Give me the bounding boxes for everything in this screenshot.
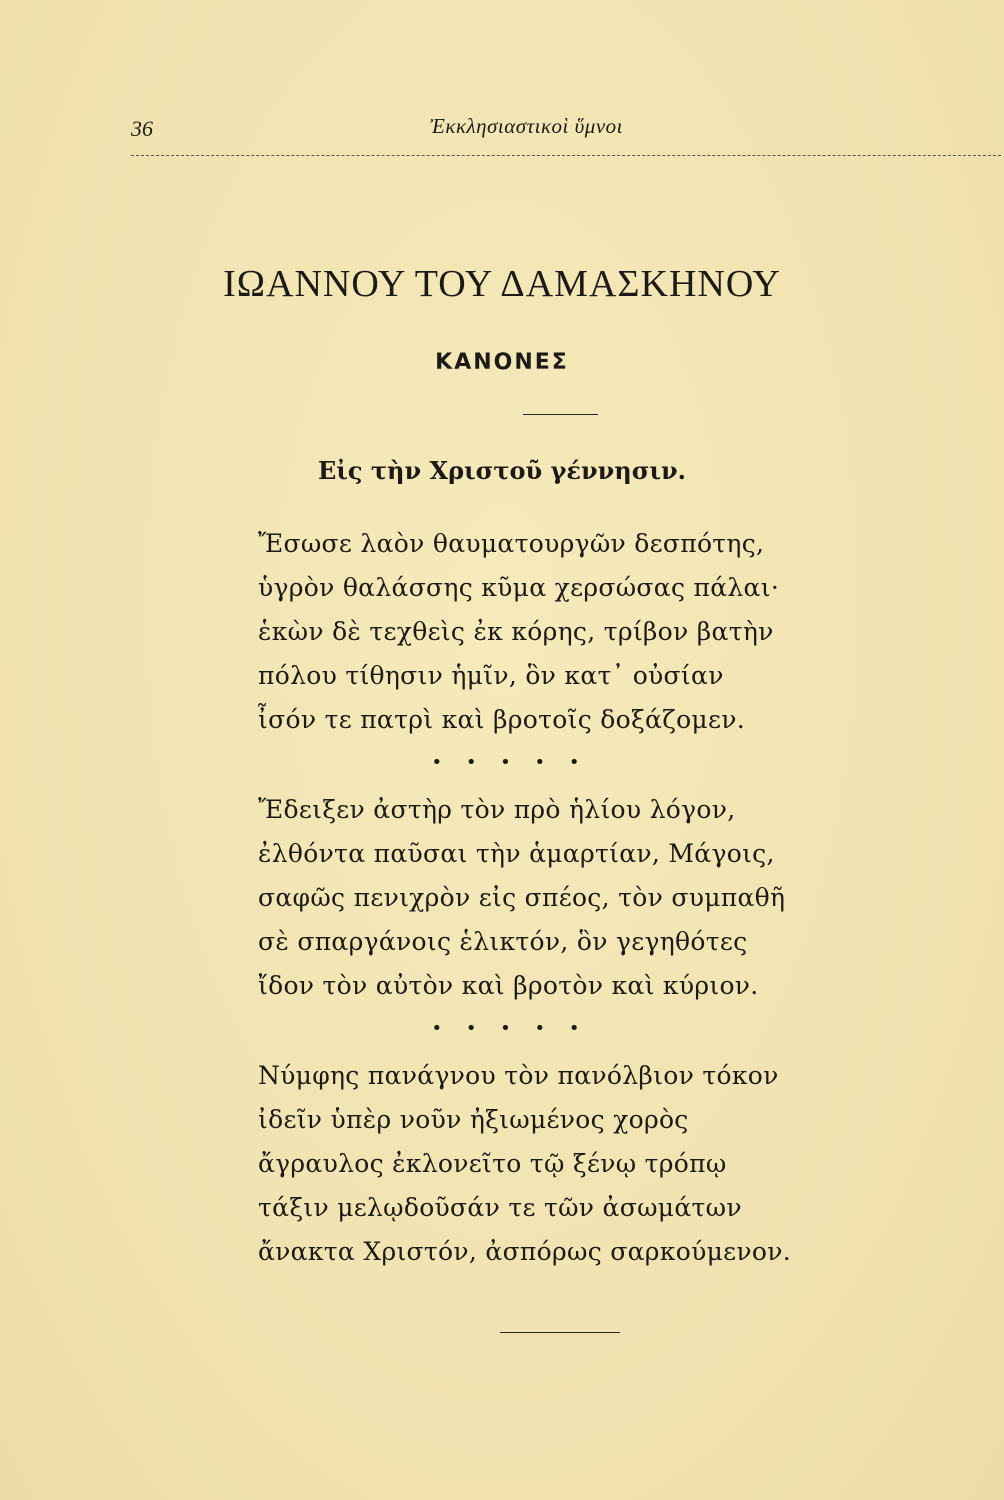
verse-line: ὑγρὸν θαλάσσης κῦμα χερσώσας πάλαι· bbox=[258, 573, 780, 602]
page-number: 36 bbox=[131, 116, 153, 141]
verse-line: Νύμφης πανάγνου τὸν πανόλβιον τόκον bbox=[258, 1061, 779, 1090]
stanza-1 bbox=[258, 522, 779, 742]
verse-line: ἄνακτα Χριστόν, ἀσπόρως σαρκούμενον. bbox=[258, 1237, 791, 1266]
header-rule bbox=[131, 155, 1001, 156]
title-rule bbox=[523, 414, 598, 415]
stanza-separator: • • • • • bbox=[431, 1018, 589, 1039]
stanza-separator: • • • • • bbox=[431, 752, 589, 773]
verse-line: πόλου τίθησιν ἡμῖν, ὃν κατ᾽ οὐσίαν bbox=[258, 661, 724, 690]
end-rule bbox=[500, 1332, 620, 1333]
stanza-2 bbox=[258, 788, 785, 1008]
occasion-heading: Εἰς τὴν Χριστοῦ γέννησιν. bbox=[317, 456, 687, 485]
section-subtitle: ΚΑΝΟΝΕΣ bbox=[435, 350, 569, 375]
verse-line: ἴδον τὸν αὐτὸν καὶ βροτὸν καὶ κύριον. bbox=[258, 971, 759, 1000]
verse-line: ἐλθόντα παῦσαι τὴν ἁμαρτίαν, Μάγοις, bbox=[258, 839, 775, 868]
verse-line: ἰδεῖν ὑπὲρ νοῦν ἠξιωμένος χορὸς bbox=[258, 1105, 689, 1134]
verse-line: σὲ σπαργάνοις ἑλικτόν, ὃν γεγηθότες bbox=[258, 927, 748, 956]
verse-line: τάξιν μελῳδοῦσάν τε τῶν ἀσωμάτων bbox=[258, 1193, 742, 1222]
verse-line: ἶσόν τε πατρὶ καὶ βροτοῖς δοξάζομεν. bbox=[258, 705, 745, 734]
running-head: Ἐκκλησιαστικοὶ ὕμνοι bbox=[430, 114, 623, 138]
verse-line: σαφῶς πενιχρὸν εἰς σπέος, τὸν συμπαθῆ bbox=[258, 883, 786, 912]
stanza-3 bbox=[258, 1054, 791, 1274]
verse-line: Ἔσωσε λαὸν θαυματουργῶν δεσπότης, bbox=[258, 529, 765, 558]
verse-line: ἑκὼν δὲ τεχθεὶς ἐκ κόρης, τρίβον βατὴν bbox=[258, 617, 774, 646]
author-title: ΙΩΑΝΝΟΥ ΤΟΥ ΔΑΜΑΣΚΗΝΟΥ bbox=[223, 263, 781, 305]
verse-line: Ἔδειξεν ἀστὴρ τὸν πρὸ ἡλίου λόγον, bbox=[258, 795, 736, 824]
verse-line: ἄγραυλος ἐκλονεῖτο τῷ ξένῳ τρόπῳ bbox=[258, 1149, 727, 1178]
